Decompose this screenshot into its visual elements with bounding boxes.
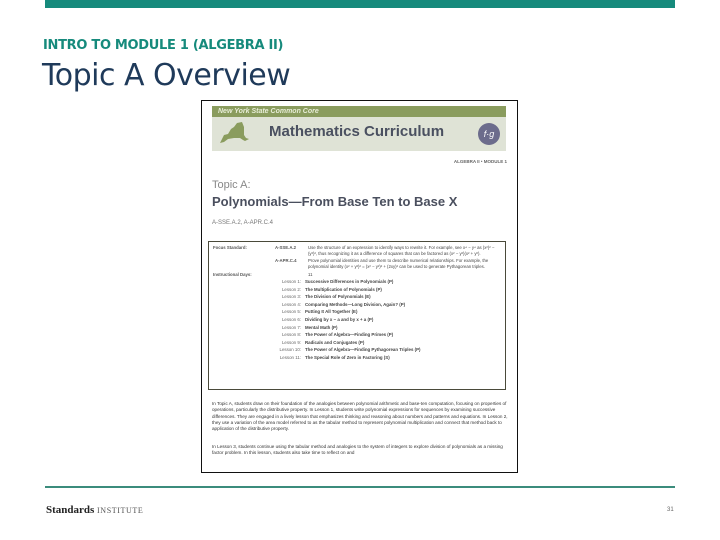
doc-header-main [212,117,506,151]
doc-header [212,106,506,151]
lesson-item [213,324,501,332]
lesson-item [213,331,501,339]
standard-code: A-APR.C.4 [275,258,297,264]
lesson-number: Lesson 5: [281,309,301,315]
instructional-days-value: 11 [308,272,313,278]
standard-code: A-SSE.A.2 [275,245,297,250]
focus-standard-label: Focus Standard: [213,245,247,250]
instructional-days-label: Instructional Days: [213,272,252,278]
lesson-title: Putting It All Together (E) [305,309,358,315]
doc-standards-code: A-SSE.A.2, A-APR.C.4 [212,220,274,226]
lesson-title: Comparing Methods—Long Division, Again? (P) [305,301,406,307]
doc-topic-label: Topic A: [212,179,251,191]
lesson-number: Lesson 1: [281,278,301,284]
lesson-number: Lesson 9: [281,339,301,345]
lesson-title: The Power of Algebra—Finding Pythagorean Triples (P) [305,347,421,353]
function-badge-icon: f·g [478,123,500,145]
doc-paragraph: In Topic A, students draw on their foundation of the analogies between polynomial arithmetic and base-ten computation, focusing on properties of operations, particularly the distributive property. In Lesson 1, students write polynomial expressions for sequences by examining successive differences. They are engaged in a lively lesson that emphasizes thinking and reasoning about numbers and patterns and equations. In Lesson 2, they use a variation of the area model referred to as the tabular method to represent polynomial multiplication and connect that method back to application of the distributive property. [212,401,508,432]
lesson-number: Lesson 3: [281,294,301,300]
doc-standards-table [208,241,506,390]
brand-bold: Standards [46,504,95,516]
footer-divider [45,486,675,488]
lesson-title: Successive Differences in Polynomials (P) [305,278,394,284]
slide-kicker: INTRO TO MODULE 1 (ALGEBRA II) [43,38,284,53]
standard-desc: Prove polynomial identities and use them to describe numerical relationships. For example, the polynomial identity (x² + y²)² = (x² − y²)² + (2xy)² can be used to generate Pythagorean triples. [308,258,489,269]
lesson-item [213,286,501,294]
new-york-state-icon [218,121,250,147]
standards-institute-logo [46,504,143,516]
lesson-number: Lesson 8: [281,332,301,338]
lesson-number: Lesson 2: [281,286,301,292]
lesson-item [213,293,501,301]
brand-light: INSTITUTE [97,506,144,515]
top-accent-bar [45,0,675,8]
lesson-item [213,278,501,286]
page-number: 31 [667,507,674,513]
lesson-number: Lesson 6: [281,316,301,322]
lesson-item [213,316,501,324]
lesson-number: Lesson 4: [281,301,301,307]
lesson-number: Lesson 10: [279,347,301,353]
lesson-title: Mental Math (P) [305,324,338,330]
table-row [213,245,501,256]
table-row [213,258,501,269]
lesson-item [213,301,501,309]
doc-header-band: New York State Common Core [212,106,506,117]
lesson-title: The Special Role of Zero in Factoring (S) [305,354,390,360]
lesson-item [213,346,501,354]
lesson-item [213,308,501,316]
lesson-title: The Power of Algebra—Finding Primes (P) [305,332,394,338]
lesson-item [213,339,501,347]
lesson-item [213,354,501,362]
lesson-number: Lesson 7: [281,324,301,330]
lesson-title: The Division of Polynomials (E) [305,294,371,300]
doc-topic-title: Polynomials—From Base Ten to Base X [212,194,458,209]
lesson-title: Radicals and Conjugates (P) [305,339,365,345]
doc-header-title: Mathematics Curriculum [269,123,445,140]
standard-desc: Use the structure of an expression to identify ways to rewrite it. For example, see x⁴ − y⁴ as (x²)² − (y²)², thus recognizing it as a difference of squares that can be factored as (x² − y²)(x² + y²). [308,245,495,256]
document-preview [201,100,518,473]
lesson-title: The Multiplication of Polynomials (P) [305,286,382,292]
lesson-number: Lesson 11: [279,354,301,360]
doc-paragraph: In Lesson 3, students continue using the tabular method and analogies to the system of integers to explore division of polynomials as a missing factor problem. In this lesson, students also take time to reflect on and [212,444,503,456]
lesson-title: Dividing by x − a and by x + a (P) [305,316,374,322]
doc-module-label: ALGEBRA II • MODULE 1 [453,159,507,164]
slide-title: Topic A Overview [42,58,291,93]
